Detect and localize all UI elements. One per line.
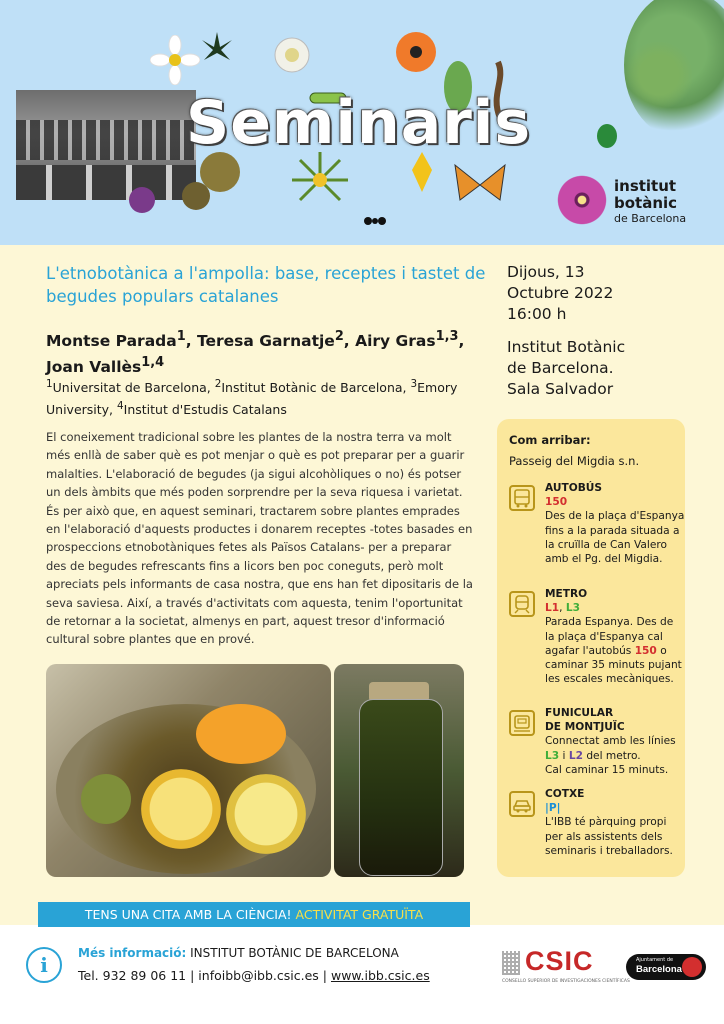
ribbon-highlight: ACTIVITAT GRATUÏTA (295, 907, 424, 922)
csic-logo[interactable] (502, 946, 630, 985)
metro-bus-line: 150 (634, 644, 657, 657)
logo-line3: de Barcelona (614, 212, 687, 225)
daisy-icon (150, 35, 200, 85)
seedhead-icon (178, 178, 214, 214)
seminar-description: El coneixement tradicional sobre les plantes de la nostra terra va molt més enllà de saber què es pot menjar o què es pot preparar per a guarir malalties. L'elaboració de begudes (ja sigui alcohòliques o no) és potser un dels àmbits que més poden sorprendre per la seva riquesa i varietat. És per això que, en aquest seminari, tractarem sobre plantes emprades en l'elaboració d'aquests productes i donarem receptes -totes basades en prospeccions etnobotàniques fetes als Països Catalans- per a preparar des de begudes refrescants fins a licors ben poc coneguts, però molt apreciats pels informants de casa nostra, que ens han fet dipositaris de la seva saviesa. Així, a través d'activitats com aquesta, tenim l'oportunitat de retornar a la societat, almenys en part, aquest tresor d'informació cultural sobre plantes que en prové. (46, 430, 473, 647)
more-info-label: Més informació: (78, 946, 187, 960)
bcn-wordmark: Barcelona (636, 964, 682, 975)
poppy-icon (394, 30, 438, 74)
csic-subtitle: CONSELLO SUPERIOR DE INVESTIGACIONES CIENTÍFICAS (502, 979, 630, 984)
place-line3: Sala Salvador (507, 380, 614, 398)
bus-text: Des de la plaça d'Espanya fins a la parada situada a la cruïlla de Can Valero amb el Pg. del Migdia. (545, 510, 685, 566)
directions-panel: Com arribar: Passeig del Migdia s.n. AUTOBÚS 150 Des de la plaça d'Espanya fins a la parada situada a la cruïlla de Can Valero amb el Pg. del Migdia. METRO L1, L3 Parada Espanya. Des de la plaça d'Espanya cal agafar l'autobús 150 o caminar 35 minuts pujant les escales mecàniques. FUNICULAR DE MONTJUÏC Connectat amb les línies L3 i L2 del metro. Cal caminar 15 minuts. COTXE |P| L'IBB té pàrquing propi per als assistents dels seminaris i treballadors. (497, 419, 685, 877)
place-line2: de Barcelona. (507, 359, 614, 377)
banner-title: Seminaris (186, 88, 532, 158)
metro-line-l1: L1 (545, 602, 560, 615)
funicular-icon (509, 710, 535, 736)
butterfly-icon (450, 160, 510, 210)
metro-line-l3: L3 (565, 602, 580, 615)
logo-line2: botànic (614, 194, 678, 212)
date-day: Dijous, 13 (507, 263, 585, 281)
car-text: L'IBB té pàrquing propi per als assistents dels seminaris i treballadors. (545, 816, 673, 857)
date-month: Octubre 2022 (507, 284, 614, 302)
star-flower-icon (290, 150, 350, 210)
bus-icon (509, 485, 535, 511)
bus-line: 150 (545, 496, 568, 509)
funicular-line-l2: L2 (568, 749, 583, 762)
drinks-photo (46, 664, 331, 877)
event-time: 16:00 h (507, 305, 567, 323)
bus-title: AUTOBÚS (545, 482, 603, 494)
affiliations: $^1$Universitat de Barcelona, $^2$Institut Botànic de Barcelona, $^3$Emory University, $^4$Institut d'Estudis Catalans (46, 378, 458, 418)
funicular-line-l3: L3 (545, 749, 560, 762)
ant-icon (362, 208, 388, 234)
metro-text2: o caminar 35 minuts pujant les escales mecàniques. (545, 644, 682, 686)
logo-line1: institut (614, 177, 677, 195)
csic-emblem-icon (502, 951, 520, 975)
more-info-value: INSTITUT BOTÀNIC DE BARCELONA (190, 946, 399, 960)
jar-photo (334, 664, 464, 877)
thistle-icon (122, 182, 162, 222)
footer-contact: i Més informació: INSTITUT BOTÀNIC DE BARCELONA Tel. 932 89 06 11 | infoibb@ibb.csic.es | www.ibb.csic.es (26, 944, 486, 994)
beetle-icon (592, 120, 622, 150)
directions-address: Passeig del Migdia s.n. (509, 454, 640, 468)
directions-heading: Com arribar: (509, 433, 591, 447)
phone[interactable]: Tel. 932 89 06 11 (78, 968, 187, 983)
car-title: COTXE (545, 788, 585, 800)
seminar-title: L'etnobotànica a l'ampolla: base, receptes i tastet de begudes populars catalanes (46, 264, 486, 306)
free-activity-ribbon (38, 902, 470, 927)
csic-wordmark: CSIC (525, 946, 594, 976)
metro-title: METRO (545, 588, 588, 600)
ribbon-text: TENS UNA CITA AMB LA CIÈNCIA! (84, 907, 292, 922)
info-icon: i (26, 947, 62, 983)
place-line1: Institut Botànic (507, 338, 626, 356)
website-link[interactable]: www.ibb.csic.es (330, 968, 430, 983)
tree-decoration (624, 40, 694, 110)
chrysanthemum-icon (272, 35, 312, 75)
funicular-text1: Connectat amb les línies (545, 735, 676, 748)
funicular-title2: DE MONTJUÏC (545, 721, 625, 734)
header-banner (0, 0, 724, 245)
event-place (507, 337, 707, 400)
funicular-text3: Cal caminar 15 minuts. (545, 763, 669, 776)
email-link[interactable]: infoibb@ibb.csic.es (198, 968, 319, 983)
parking-badge: |P| (545, 802, 561, 815)
building-photo (16, 90, 196, 200)
leaf-icon (200, 30, 234, 64)
authors: Montse Parada$^1$, Teresa Garnatje$^2$, Airy Gras$^{1,3}$, Joan Vallès$^{1,4}$ (46, 329, 465, 377)
ibb-flower-icon (554, 172, 610, 228)
bcn-small-text: Ajuntament de (636, 957, 674, 963)
ajuntament-barcelona-logo[interactable] (626, 954, 706, 980)
metro-text1: Parada Espanya. Des de la plaça d'Espanya cal agafar l'autobús (545, 616, 674, 657)
car-icon (509, 791, 535, 817)
metro-icon (509, 591, 535, 617)
event-datetime (507, 262, 707, 325)
barcelona-seal-icon (682, 957, 702, 977)
funicular-title1: FUNICULAR (545, 707, 614, 719)
